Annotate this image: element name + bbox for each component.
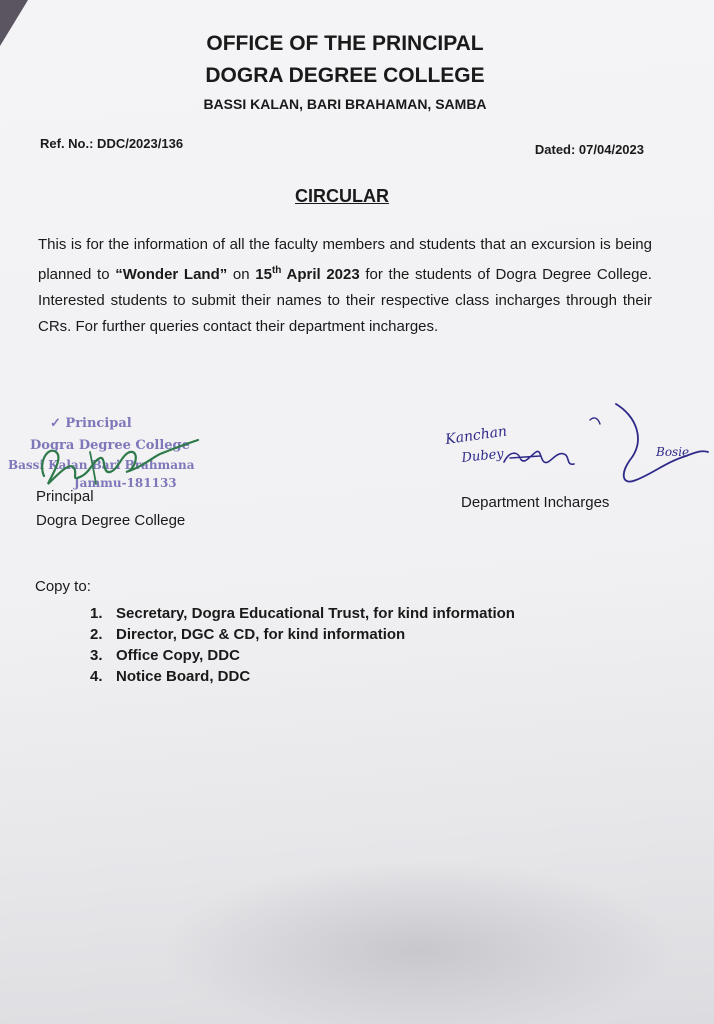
list-item-number: 4. bbox=[90, 668, 103, 685]
paper-corner-shadow bbox=[0, 0, 28, 46]
list-item-number: 1. bbox=[90, 605, 103, 622]
reference-number: Ref. No.: DDC/2023/136 bbox=[40, 136, 184, 151]
list-item bbox=[90, 624, 515, 645]
svg-text:Dubey: Dubey bbox=[460, 446, 505, 466]
circular-date: Dated: 07/04/2023 bbox=[534, 142, 644, 157]
circular-title bbox=[0, 186, 714, 207]
stamp-line-4: Jammu-181133 bbox=[74, 476, 177, 490]
list-item-text: Director, DGC & CD, for kind information bbox=[116, 626, 406, 643]
body-text-2: on bbox=[227, 266, 256, 283]
excursion-day: 15 bbox=[255, 266, 272, 283]
list-item bbox=[90, 666, 515, 687]
svg-text:Bosie: Bosie bbox=[656, 445, 690, 459]
college-heading: DOGRA DEGREE COLLEGE bbox=[205, 64, 485, 87]
copy-to-list bbox=[90, 603, 515, 687]
list-item-text: Secretary, Dogra Educational Trust, for kind information bbox=[116, 605, 515, 622]
principal-designation: Principal bbox=[36, 488, 94, 505]
list-item bbox=[90, 603, 515, 624]
office-heading: OFFICE OF THE PRINCIPAL bbox=[206, 32, 484, 55]
list-item bbox=[90, 645, 515, 666]
stamp-line-1: ✓ Principal bbox=[50, 416, 132, 431]
excursion-month-year: April 2023 bbox=[281, 266, 360, 283]
list-item-text: Notice Board, DDC bbox=[116, 668, 251, 685]
excursion-day-suffix: th bbox=[271, 265, 282, 276]
department-incharge-signatures bbox=[440, 400, 710, 496]
list-item-text: Office Copy, DDC bbox=[116, 647, 240, 664]
principal-college: Dogra Degree College bbox=[36, 512, 186, 529]
circular-body bbox=[38, 232, 652, 340]
body-text-1: This is for the information of all the faculty members and students that an excursion is being planned to bbox=[38, 236, 652, 283]
list-item-number: 3. bbox=[90, 647, 103, 664]
college-address: BASSI KALAN, BARI BRAHAMAN, SAMBA bbox=[203, 96, 487, 112]
excursion-date bbox=[255, 266, 359, 283]
list-item-number: 2. bbox=[90, 626, 103, 643]
principal-signature bbox=[30, 432, 210, 494]
stamp-line-2: Dogra Degree College bbox=[30, 438, 190, 453]
department-incharges-label: Department Incharges bbox=[461, 494, 610, 511]
svg-text:Kanchan: Kanchan bbox=[444, 423, 508, 448]
copy-to-label: Copy to: bbox=[35, 578, 91, 595]
stamp-line-1-text: Principal bbox=[65, 416, 132, 431]
body-text-3: for the students of Dogra Degree College. Interested students to submit their names to their respective class incharges through their CRs. For further queries contact their department incharges. bbox=[38, 266, 652, 335]
excursion-place: “Wonder Land” bbox=[115, 266, 228, 283]
circular-title-text: CIRCULAR bbox=[295, 186, 389, 206]
stamp-line-3: Bassi Kalan Bari Brahmana bbox=[8, 458, 195, 472]
photo-shadow bbox=[160, 860, 680, 1024]
